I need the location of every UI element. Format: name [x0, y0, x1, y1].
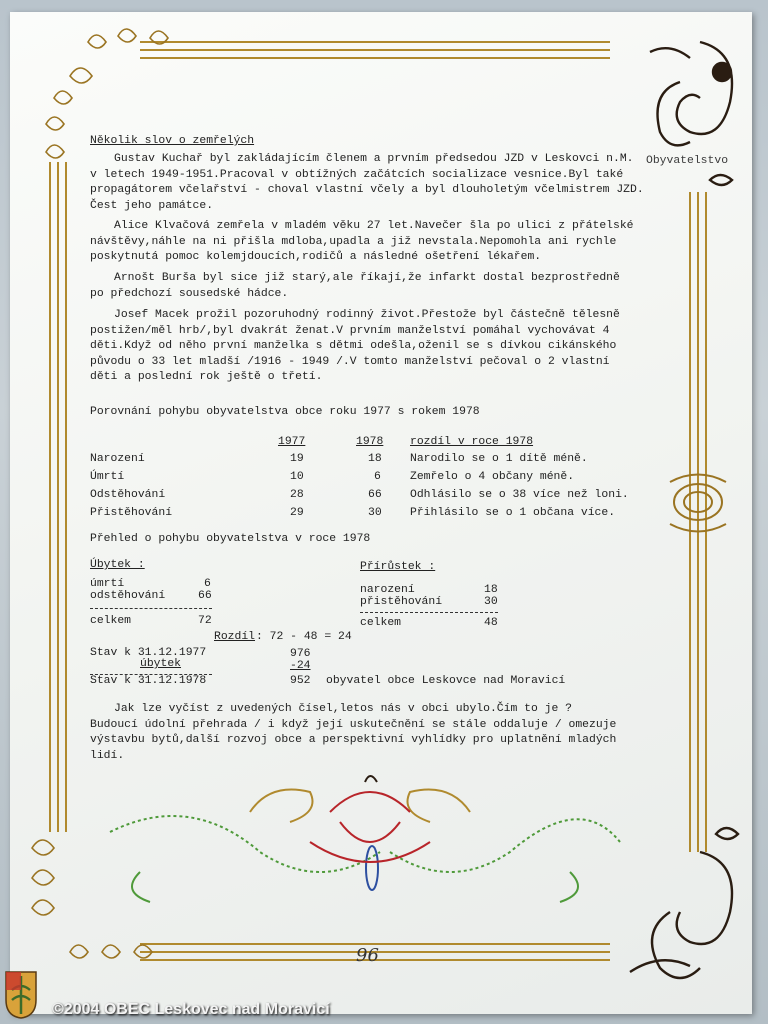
row-value-1977: 19: [290, 453, 304, 465]
row-value-1977: 29: [290, 507, 304, 519]
gain-total-value: 48: [484, 617, 498, 629]
row-label: Úmrtí: [90, 471, 125, 483]
loss-title: Úbytek :: [90, 559, 145, 571]
row-value-1978: 30: [368, 507, 382, 519]
row-value-1978: 18: [368, 453, 382, 465]
state-1978-note: obyvatel obce Leskovce nad Moravicí: [326, 675, 566, 687]
difference-value: : 72 - 48 = 24: [256, 631, 352, 643]
text-line: návštěvy,náhle na ni přišla mdloba,upadla a již nevstala.Nepomohla ani rychle: [90, 235, 617, 248]
text-line: lidí.: [90, 749, 125, 762]
document-page: [10, 12, 752, 1014]
row-diff: Přihlásilo se o 1 občana více.: [410, 507, 616, 519]
gain-row-value: 18: [484, 584, 498, 596]
loss-total-label: celkem: [90, 615, 132, 627]
text-line: propagátorem včelařství - choval vlastní včely a byl dlouholetým včelmistrem JZD.: [90, 184, 644, 197]
divider: [360, 612, 498, 613]
text-line: děti a poslední rok ještě o třetí.: [90, 371, 323, 384]
text-line: poskytnutá pomoc kolemjdoucích,rodičů a následné ošetření lékařem.: [90, 251, 542, 264]
text-line: postižen/měl hrb/,byl dvakrát ženat.V prvním manželství pomáhal vychovávat 4: [90, 324, 610, 337]
row-diff: Zemřelo o 4 občany méně.: [410, 471, 575, 483]
closing-paragraph: [90, 702, 690, 764]
decline-value: -24: [290, 660, 311, 672]
page-heading: Několik slov o zemřelých: [90, 135, 255, 147]
col-header-diff: rozdíl v roce 1978: [410, 436, 534, 448]
row-label: Odstěhování: [90, 489, 166, 501]
text-line: Gustav Kuchař byl zakládajícím členem a prvním předsedou JZD v Leskovci n.M.: [114, 153, 634, 165]
difference-label: Rozdíl: [214, 631, 256, 643]
state-1977-label: Stav k 31.12.1977: [90, 647, 207, 659]
text-line: Jak lze vyčíst z uvedených čísel,letos nás v obci ubylo.Čím to je ?: [114, 703, 572, 715]
paragraph-klvacova: [90, 219, 690, 266]
loss-total-value: 72: [198, 615, 212, 627]
text-line: Čest jeho památce.: [90, 199, 214, 212]
paragraph-macek: [90, 308, 690, 386]
row-value-1977: 28: [290, 489, 304, 501]
text-line: Arnošt Burša byl sice již starý,ale říkají,že infarkt dostal bezprostředně: [114, 272, 620, 284]
text-line: po předchozí sousedské hádce.: [90, 287, 289, 300]
loss-row-label: úmrtí: [90, 578, 125, 590]
row-diff: Odhlásilo se o 38 více než loni.: [410, 489, 629, 501]
row-value-1977: 10: [290, 471, 304, 483]
row-label: Narození: [90, 453, 145, 465]
bottom-left-flowers: [32, 840, 152, 958]
paragraph-bursa: [90, 271, 690, 302]
loss-row-value: 66: [198, 590, 212, 602]
gain-row-label: přistěhování: [360, 596, 443, 608]
state-1978-label: Stav k 31.12.1978: [90, 675, 207, 687]
bottom-right-scroll-ornament: [630, 828, 738, 978]
col-header-1978: 1978: [356, 436, 384, 448]
state-1978-value: 952: [290, 675, 311, 687]
page-number: 96: [356, 945, 379, 966]
left-border: [50, 162, 66, 832]
gain-row-value: 30: [484, 596, 498, 608]
loss-row-value: 6: [204, 578, 211, 590]
text-line: původu o 33 let mladší /1916 - 1949 /.V tomto manželství pečoval o 2 vlastní: [90, 355, 610, 368]
col-header-1977: 1977: [278, 436, 306, 448]
top-border: [140, 42, 610, 58]
text-line: Alice Klvačová zemřela v mladém věku 27 let.Navečer šla po ulici z přátelské: [114, 220, 634, 232]
row-value-1978: 6: [374, 471, 381, 483]
gain-total-label: celkem: [360, 617, 402, 629]
decline-label: úbytek: [140, 658, 182, 670]
row-diff: Narodilo se o 1 dítě méně.: [410, 453, 588, 465]
loss-row-label: odstěhování: [90, 590, 166, 602]
state-1977-value: 976: [290, 648, 311, 660]
footer-watermark: [0, 996, 768, 1024]
text-line: Budoucí údolní přehrada / i když její uskutečnění se stále oddaluje / omezuje: [90, 718, 617, 731]
text-line: Josef Macek prožil pozoruhodný rodinný život.Přestože byl částečně tělesně: [114, 309, 620, 321]
text-line: výstavbu bytů,další rozvoj obce a perspektivní vyhlídky pro uplatnění mladých: [90, 734, 617, 747]
center-vine-ornament: [110, 776, 620, 902]
row-value-1978: 66: [368, 489, 382, 501]
paragraph-kuchar: [90, 152, 690, 214]
comparison-title: Porovnání pohybu obyvatelstva obce roku 1977 s rokem 1978: [90, 406, 480, 418]
copyright-text: ©2004 OBEC Leskovec nad Moravicí: [52, 1001, 330, 1018]
overview-title: Přehled o pohybu obyvatelstva v roce 1978: [90, 533, 371, 545]
row-label: Přistěhování: [90, 507, 173, 519]
divider: [90, 608, 212, 609]
right-border: [690, 192, 706, 852]
text-line: v letech 1949-1951.Pracoval v obtížných začátcích socializace vesnice.Byl také: [90, 168, 624, 181]
gain-title: Přírůstek :: [360, 561, 436, 573]
text-line: děti.Když od něho první manželka s dětmi odešla,oženil se s dívkou cikánského: [90, 340, 617, 353]
section-label: Obyvatelstvo: [646, 155, 729, 167]
gain-row-label: narození: [360, 584, 415, 596]
